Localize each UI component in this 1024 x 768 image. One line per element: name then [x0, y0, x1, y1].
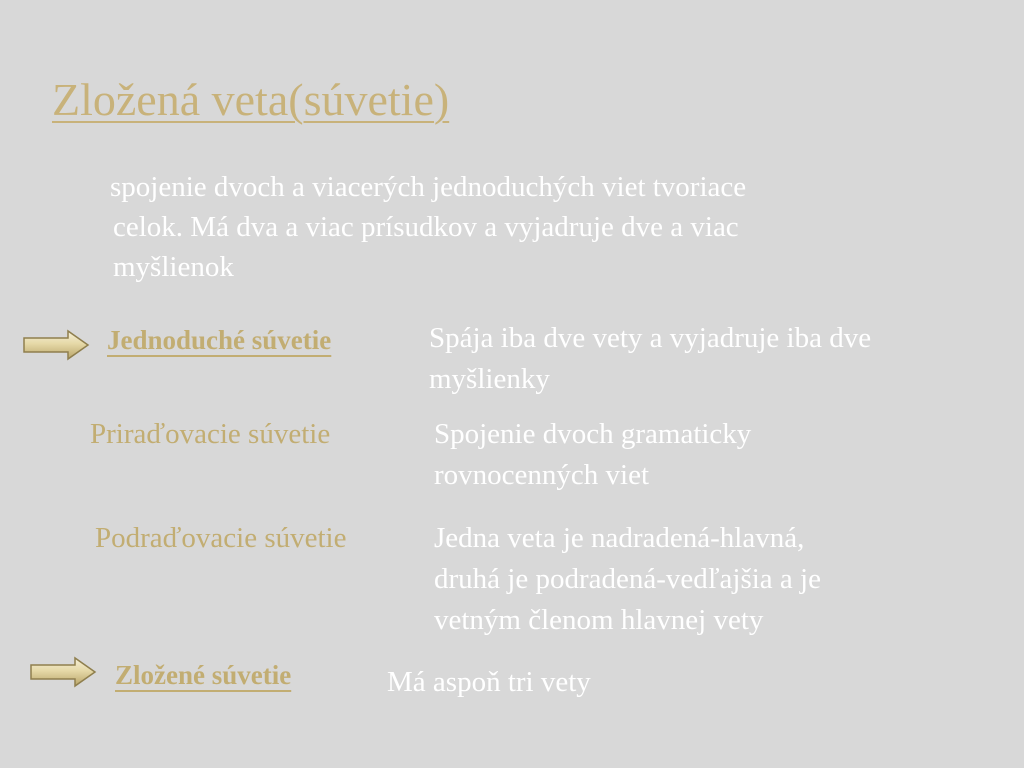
definition-podradovacie-suvetie — [434, 518, 821, 641]
definition-line: myšlienky — [429, 363, 550, 395]
definition-priradovacie-suvetie — [434, 414, 751, 496]
intro-line: spojenie dvoch a viacerých jednoduchých viet tvoriace — [110, 171, 747, 203]
intro-line: celok. Má dva a viac prísudkov a vyjadruje dve a viac — [113, 211, 739, 243]
link-zlozene-suvetie[interactable]: Zložené súvetie — [115, 660, 292, 690]
term-priradovacie-suvetie: Priraďovacie súvetie — [90, 418, 331, 450]
definition-line: rovnocenných viet — [434, 459, 650, 491]
definition-line: Jedna veta je nadradená-hlavná, — [434, 522, 805, 554]
definition-zlozene-suvetie — [387, 662, 591, 703]
right-arrow-icon — [29, 655, 97, 689]
definition-jednoduche-suvetie — [429, 318, 871, 400]
definition-line: Spája iba dve vety a vyjadruje iba dve — [429, 322, 872, 354]
intro-line: myšlienok — [113, 251, 234, 283]
slide-title: Zložená veta(súvetie) — [52, 74, 450, 125]
definition-line: Spojenie dvoch gramaticky — [434, 418, 752, 450]
intro-text — [110, 167, 970, 287]
definition-line: Má aspoň tri vety — [387, 666, 591, 698]
term-podradovacie-suvetie: Podraďovacie súvetie — [95, 522, 347, 554]
definition-line: druhá je podradená-vedľajšia a je — [434, 563, 821, 595]
link-jednoduche-suvetie[interactable]: Jednoduché súvetie — [107, 325, 332, 355]
definition-line: vetným členom hlavnej vety — [434, 604, 764, 636]
right-arrow-icon — [22, 328, 90, 362]
